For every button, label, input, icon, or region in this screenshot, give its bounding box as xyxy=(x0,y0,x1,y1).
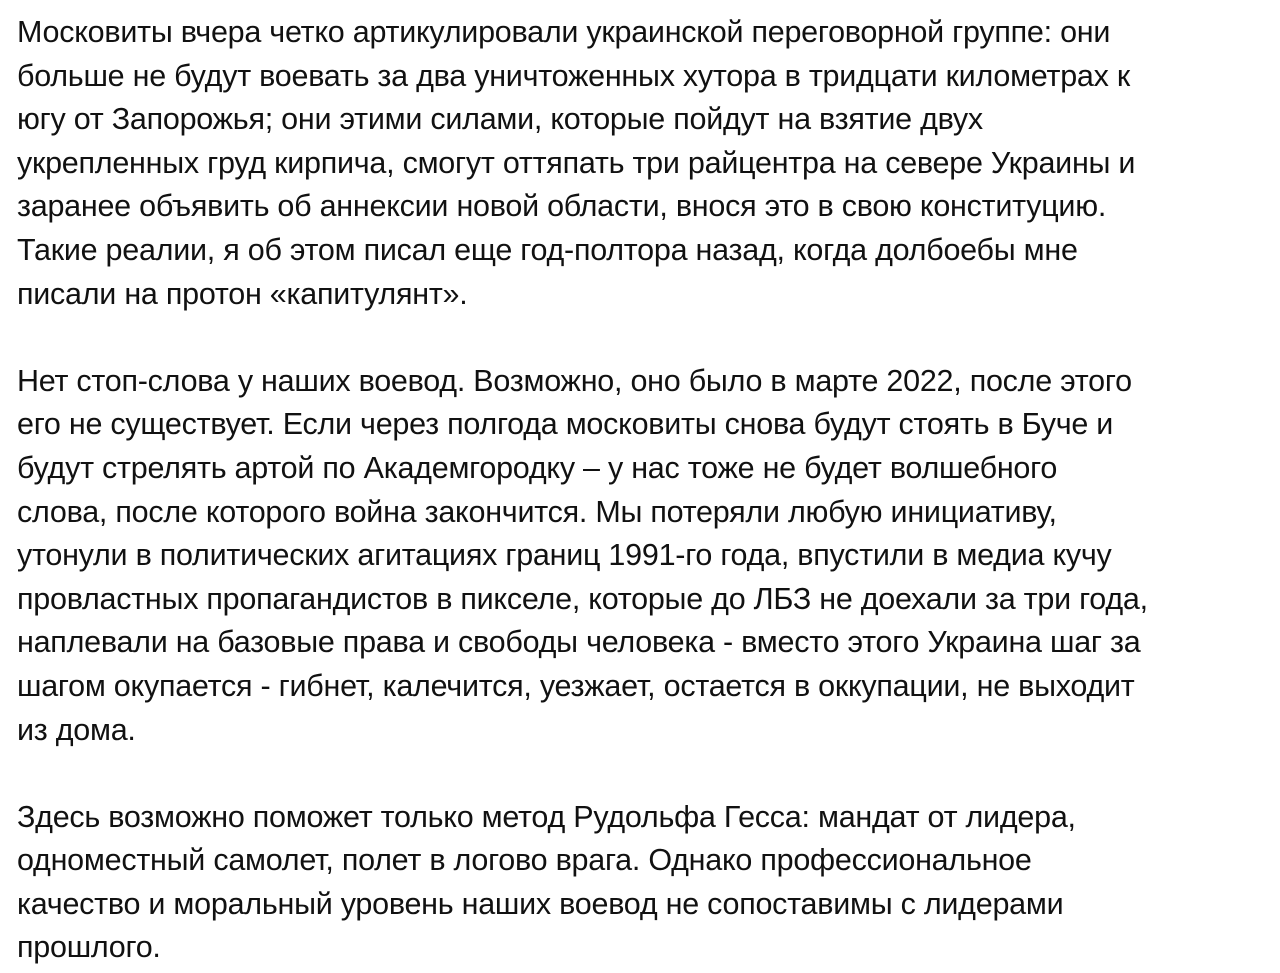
paragraph-2 xyxy=(17,360,1265,752)
text-line: качество и моральный уровень наших воевод не сопоставимы с лидерами xyxy=(17,886,1064,921)
article-text xyxy=(17,11,1265,970)
text-line: югу от Запорожья; они этими силами, которые пойдут на взятие двух xyxy=(17,102,983,137)
text-line: Нет стоп-слова у наших воевод. Возможно, оно было в марте 2022, после этого xyxy=(17,363,1132,398)
text-line: одноместный самолет, полет в логово врага. Однако профессиональное xyxy=(17,843,1032,878)
paragraph-1 xyxy=(17,11,1265,316)
text-line: Московиты вчера четко артикулировали украинской переговорной группе: они xyxy=(17,15,1111,49)
text-line: слова, после которого война закончится. Мы потеряли любую инициативу, xyxy=(17,494,1057,529)
text-line: прошлого. xyxy=(17,930,161,965)
text-line: заранее объявить об аннексии новой области, внося это в свою конституцию. xyxy=(17,189,1107,224)
text-line: шагом окупается - гибнет, калечится, уезжает, остается в оккупации, не выходит xyxy=(17,668,1135,703)
text-line: его не существует. Если через полгода московиты снова будут стоять в Буче и xyxy=(17,407,1114,442)
text-line: укрепленных груд кирпича, смогут оттяпать три райцентра на севере Украины и xyxy=(17,145,1136,180)
text-line: из дома. xyxy=(17,712,136,747)
text-line: писали на протон «капитулянт». xyxy=(17,276,468,311)
text-line: Здесь возможно поможет только метод Рудольфа Гесса: мандат от лидера, xyxy=(17,799,1076,834)
text-line: утонули в политических агитациях границ 1991-го года, впустили в медиа кучу xyxy=(17,538,1112,573)
text-line: наплевали на базовые права и свободы человека - вместо этого Украина шаг за xyxy=(17,625,1141,660)
paragraph-3 xyxy=(17,796,1265,970)
paragraph-spacer xyxy=(17,752,1265,796)
text-line: будут стрелять артой по Академгородку – у нас тоже не будет волшебного xyxy=(17,450,1058,485)
text-line: провластных пропагандистов в пикселе, которые до ЛБЗ не доехали за три года, xyxy=(17,581,1148,616)
paragraph-spacer xyxy=(17,316,1265,360)
text-line: Такие реалии, я об этом писал еще год-полтора назад, когда долбоебы мне xyxy=(17,232,1078,267)
text-line: больше не будут воевать за два уничтоженных хутора в тридцати километрах к xyxy=(17,58,1130,93)
